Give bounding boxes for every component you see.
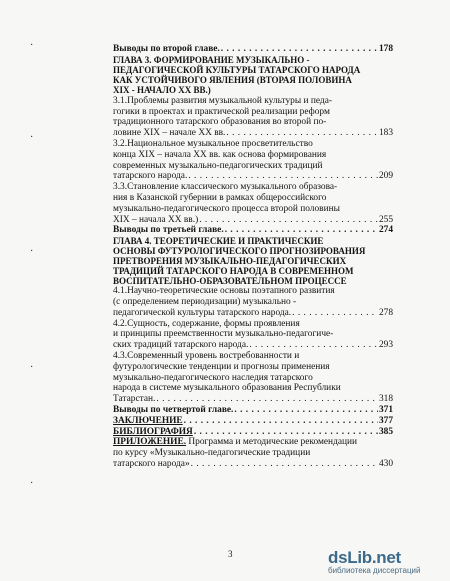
chapter-heading-line: ТРАДИЦИЙ ТАТАРСКОГО НАРОДА В СОВРЕМЕННОМ (113, 266, 354, 277)
toc-entry (113, 437, 393, 469)
watermark-logo (328, 548, 448, 580)
toc-entry-page: 278 (378, 307, 393, 318)
toc-entry-line: конца XIX – начала XX вв. как основа формирования (113, 149, 327, 160)
toc-entry-line: футурологические тенденции и прогнозы применения (113, 361, 330, 372)
toc-entry-title: Татарстан. (113, 394, 156, 405)
toc-entry (113, 286, 393, 318)
toc-entry-page: 318 (378, 394, 393, 405)
margin-mark: · (30, 246, 34, 257)
toc-entry-title: Выводы по второй главе. (113, 44, 220, 54)
toc-entry-line: 3.2.Национальное музыкальное просветительство (113, 138, 313, 149)
toc-entry-page: 209 (378, 171, 393, 182)
toc-entry (113, 319, 393, 351)
chapter-heading-line: ПРЕТВОРЕНИЯ МУЗЫКАЛЬНО-ПЕДАГОГИЧЕСКИХ (113, 256, 347, 267)
toc-entry-line: музыкально-педагогического наследия татарского (113, 372, 313, 383)
margin-mark: · (30, 132, 34, 143)
appendix-label: ПРИЛОЖЕНИЕ. (113, 437, 187, 448)
toc-entry-line: ния в Казанской губернии в рамках общероссийского (113, 192, 327, 203)
toc-entry (113, 225, 393, 236)
toc-entry (113, 182, 393, 225)
toc-entry-line: современных музыкально-педагогических традиций (113, 160, 323, 171)
toc-entry-line: по курсу «Музыкально-педагогические традиции (113, 448, 311, 459)
toc-entry (113, 405, 393, 416)
toc-entry-page: 293 (378, 340, 393, 351)
toc-entry-title: Выводы по четвертой главе. (113, 404, 234, 415)
toc-entry-title: педагогической культуры татарского народа. (113, 307, 292, 318)
toc-entry-page: 255 (378, 214, 393, 225)
toc-entry-page: 178 (378, 44, 393, 54)
chapter-heading (113, 55, 393, 95)
toc-entry-page: 183 (378, 128, 393, 139)
toc-entry-line: и принципы преемственности музыкально-педагогиче- (113, 329, 334, 340)
toc-entry-line: Программа и методические рекомендации (186, 437, 358, 448)
toc-entry-line: гогики в проектах и практической реализации реформ (113, 106, 330, 117)
toc-entry (113, 351, 393, 405)
toc-entry-page: 385 (378, 426, 393, 437)
watermark-name: dsLib.net (328, 548, 401, 567)
toc-entry-title: татарского народа. (113, 171, 188, 182)
chapter-heading-line: XIX - НАЧАЛО XX ВВ.) (113, 84, 211, 95)
toc-entry-title: ских традиций татарского народа. (113, 340, 249, 351)
table-of-contents (113, 44, 393, 470)
toc-entry-line: 3.3.Становление классического музыкального образова- (113, 182, 338, 193)
toc-entry-line (113, 437, 393, 448)
toc-entry-page: 377 (378, 415, 393, 426)
margin-mark: · (30, 478, 34, 489)
toc-entry (113, 139, 393, 182)
chapter-heading-line: КАК УСТОЙЧИВОГО ЯВЛЕНИЯ (ВТОРАЯ ПОЛОВИНА (113, 74, 352, 85)
toc-entry-line: 4.3.Современный уровень востребованности и (113, 350, 300, 361)
watermark-tagline: библиотека диссертаций (328, 566, 421, 575)
chapter-heading-line: ПЕДАГОГИЧЕСКОЙ КУЛЬТУРЫ ТАТАРСКОГО НАРОДА (113, 64, 361, 75)
toc-entry-line: традиционного татарского образования во второй по- (113, 117, 327, 128)
toc-entry (113, 416, 393, 427)
toc-entry-line: 4.1.Научно-теоретические основы поэтапного развития (113, 286, 335, 297)
toc-entry-line: народа в системе музыкального образования Республики (113, 383, 341, 394)
toc-entry-title: Выводы по третьей главе. (113, 225, 224, 236)
toc-entry-line: 3.1.Проблемы развития музыкальной культуры и педа- (113, 95, 332, 106)
toc-entry-title: ловине XIX – начале XX вв. (113, 128, 226, 139)
margin-mark: · (30, 362, 34, 373)
toc-entry (113, 427, 393, 438)
toc-entry-page: 371 (378, 404, 393, 415)
toc-entry (113, 96, 393, 139)
toc-entry-page: 430 (378, 458, 393, 469)
toc-entry-title: БИБЛИОГРАФИЯ (113, 426, 193, 437)
chapter-heading-line: ГЛАВА 3. ФОРМИРОВАНИЕ МУЗЫКАЛЬНО - (113, 54, 310, 65)
toc-entry-page: 274 (378, 225, 393, 236)
toc-entry-title: XIX – начала XX вв.) (113, 214, 199, 225)
toc-entry-title: татарского народа» (113, 458, 190, 469)
chapter-heading (113, 236, 393, 286)
chapter-heading-line: ВОСПИТАТЕЛЬНО-ОБРАЗОВАТЕЛЬНОМ ПРОЦЕССЕ (113, 276, 347, 287)
margin-mark: · (30, 40, 34, 51)
toc-entry-line: 4.2.Сущность, содержание, формы проявления (113, 318, 300, 329)
chapter-heading-line: ГЛАВА 4. ТЕОРЕТИЧЕСКИЕ И ПРАКТИЧЕСКИЕ (113, 236, 324, 247)
toc-entry-line: музыкально-педагогического процесса второй половины (113, 203, 340, 214)
chapter-heading-line: ОСНОВЫ ФУТУРОЛОГИЧЕСКОГО ПРОГНОЗИРОВАНИЯ (113, 246, 366, 257)
toc-entry (113, 44, 393, 55)
toc-entry-line: (с определением периодизации) музыкально - (113, 296, 297, 307)
page-number: 3 (228, 549, 233, 559)
toc-entry-title: ЗАКЛЮЧЕНИЕ (113, 415, 183, 426)
